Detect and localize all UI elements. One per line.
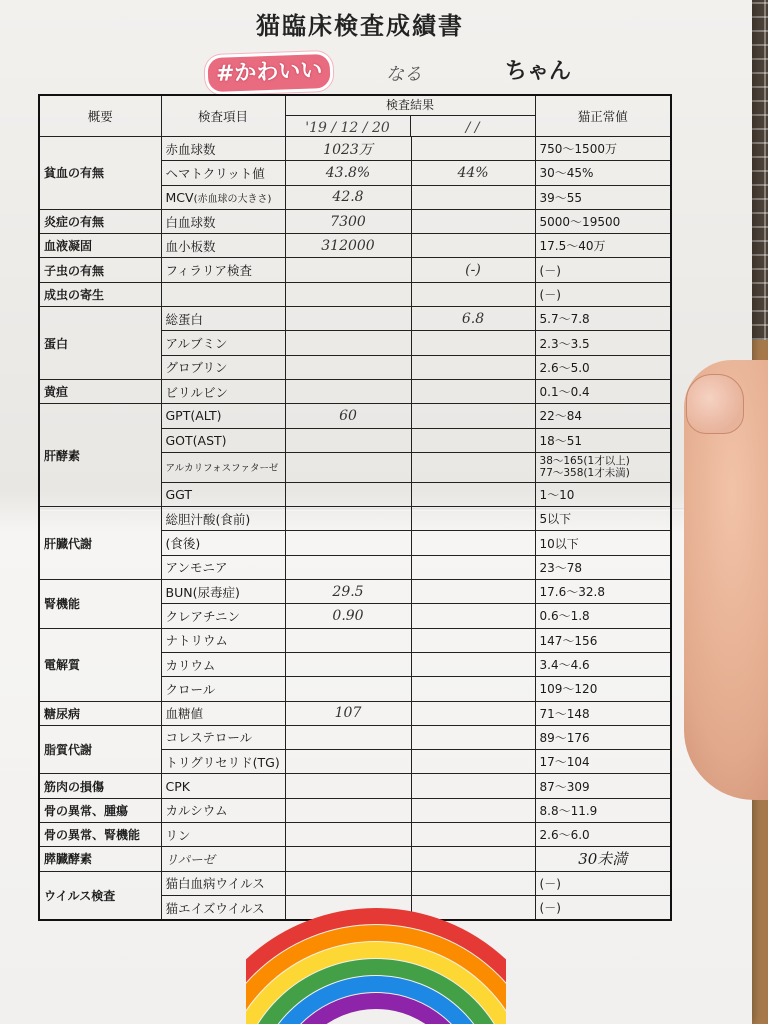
item-cell (161, 555, 285, 579)
item-cell (161, 580, 285, 604)
reference-cell: (－) (535, 871, 671, 895)
item-label: 猫エイズウイルス (165, 900, 265, 916)
item-label: フィラリア検査 (165, 263, 253, 279)
table-row (39, 725, 671, 749)
reference-cell: (－) (535, 258, 671, 282)
result-cell-1 (285, 871, 411, 895)
reference-cell: 3.4～4.6 (535, 652, 671, 676)
item-label: アルブミン (165, 336, 228, 352)
result-cell-1 (285, 774, 411, 798)
result-cell-1 (285, 725, 411, 749)
item-label: カルシウム (165, 803, 228, 819)
result-cell-1: 42.8 (285, 185, 411, 209)
result-cell-2 (411, 701, 535, 725)
report-title: 猫臨床検査成績書 (256, 11, 464, 40)
result-cell-2 (411, 428, 535, 452)
result-cell-1 (285, 823, 411, 847)
category-cell: 膵臓酵素 (39, 847, 161, 871)
header-reference: 猫正常値 (535, 95, 671, 137)
item-label: MCV (165, 189, 194, 205)
result-cell-2 (411, 677, 535, 701)
reference-cell: 5.7～7.8 (535, 307, 671, 331)
result-cell-1 (285, 258, 411, 282)
reference-cell: 30未満 (535, 847, 671, 871)
category-cell: 筋肉の損傷 (39, 774, 161, 798)
result-cell-2: 6.8 (411, 307, 535, 331)
reference-line: 38～165(1才以上) (539, 455, 630, 468)
item-label: ヘマトクリット値 (165, 165, 265, 181)
reference-cell: 5以下 (535, 507, 671, 531)
item-label: 総蛋白 (165, 311, 204, 327)
reference-cell: 17.5～40万 (535, 234, 671, 258)
table-row (39, 209, 671, 233)
result-cell-1 (285, 531, 411, 555)
category-cell: 子虫の有無 (39, 258, 161, 282)
reference-cell: 30～45% (535, 161, 671, 185)
header-item: 検査項目 (161, 95, 285, 137)
reference-cell: 22～84 (535, 404, 671, 428)
table-row (39, 307, 671, 331)
item-label: クロール (165, 681, 216, 697)
rainbow-arcs (246, 916, 506, 1024)
item-label: リパーゼ (165, 851, 215, 867)
item-cell (161, 847, 285, 871)
result-cell-2 (411, 823, 535, 847)
item-cell (161, 628, 285, 652)
reference-cell: 71～148 (535, 701, 671, 725)
table-row (39, 701, 671, 725)
item-label: アンモニア (165, 560, 228, 576)
reference-cell: 147～156 (535, 628, 671, 652)
result-cell-2 (411, 725, 535, 749)
item-label: 血糖値 (165, 706, 204, 722)
result-cell-1 (285, 355, 411, 379)
item-label: GPT(ALT) (165, 408, 222, 424)
table-row (39, 404, 671, 428)
item-label: 赤血球数 (165, 141, 216, 157)
result-cell-1: 107 (285, 701, 411, 725)
item-label: アルカリフォスファターゼ (165, 463, 279, 475)
table-body (39, 137, 671, 921)
item-label: ナトリウム (165, 633, 228, 649)
result-cell-2 (411, 652, 535, 676)
reference-cell: 750～1500万 (535, 137, 671, 161)
results-table (38, 94, 672, 921)
item-cell (161, 307, 285, 331)
item-cell (161, 774, 285, 798)
result-cell-1: 312000 (285, 234, 411, 258)
reference-cell: 109～120 (535, 677, 671, 701)
item-cell (161, 604, 285, 628)
item-cell (161, 725, 285, 749)
header-date-2: / / (465, 120, 480, 136)
result-cell-2 (411, 628, 535, 652)
item-cell (161, 652, 285, 676)
item-label: BUN(尿毒症) (165, 584, 240, 600)
category-cell: 腎機能 (39, 580, 161, 629)
table-row (39, 258, 671, 282)
reference-cell: 0.6～1.8 (535, 604, 671, 628)
item-cell (161, 798, 285, 822)
reference-cell (535, 452, 671, 482)
item-label: トリグリセリド(TG) (165, 754, 280, 770)
item-cell (161, 258, 285, 282)
item-cell (161, 185, 285, 209)
item-cell (161, 482, 285, 506)
name-suffix: ちゃん (505, 59, 572, 84)
result-cell-2 (411, 847, 535, 871)
item-cell (161, 137, 285, 161)
category-cell: 電解質 (39, 628, 161, 701)
result-cell-1 (285, 482, 411, 506)
item-cell (161, 282, 285, 306)
result-cell-1: 7300 (285, 209, 411, 233)
result-cell-1: 0.90 (285, 604, 411, 628)
category-cell: 骨の異常、腎機能 (39, 823, 161, 847)
result-cell-2 (411, 331, 535, 355)
result-cell-1 (285, 652, 411, 676)
category-cell: ウイルス検査 (39, 871, 161, 920)
table-row (39, 379, 671, 403)
result-cell-1: 29.5 (285, 580, 411, 604)
item-label: コレステロール (165, 730, 253, 746)
category-cell: 蛋白 (39, 307, 161, 380)
reference-cell: 2.3～3.5 (535, 331, 671, 355)
result-cell-2 (411, 555, 535, 579)
result-cell-1 (285, 628, 411, 652)
result-cell-1 (285, 507, 411, 531)
table-row (39, 628, 671, 652)
result-cell-2 (411, 452, 535, 482)
item-cell (161, 823, 285, 847)
category-cell: 貧血の有無 (39, 137, 161, 210)
reference-cell: (－) (535, 895, 671, 920)
item-label: (食後) (165, 536, 201, 552)
result-cell-1 (285, 379, 411, 403)
item-cell (161, 701, 285, 725)
result-cell-1: 60 (285, 404, 411, 428)
category-cell: 糖尿病 (39, 701, 161, 725)
item-label: 猫白血病ウイルス (165, 876, 265, 892)
reference-line: 77～358(1才未満) (539, 467, 630, 480)
table-header-row (39, 95, 671, 137)
table-row (39, 847, 671, 871)
item-label: GGT (165, 487, 193, 502)
item-cell (161, 507, 285, 531)
category-cell: 脂質代謝 (39, 725, 161, 774)
result-cell-1 (285, 331, 411, 355)
table-row (39, 507, 671, 531)
reference-cell: 17～104 (535, 750, 671, 774)
result-cell-1 (285, 282, 411, 306)
reference-cell: 23～78 (535, 555, 671, 579)
reference-cell: 87～309 (535, 774, 671, 798)
item-cell (161, 531, 285, 555)
result-cell-1 (285, 847, 411, 871)
result-cell-2 (411, 531, 535, 555)
category-cell: 血液凝固 (39, 234, 161, 258)
result-cell-2 (411, 798, 535, 822)
result-cell-2 (411, 750, 535, 774)
category-cell: 炎症の有無 (39, 209, 161, 233)
result-cell-1 (285, 307, 411, 331)
result-cell-2 (411, 774, 535, 798)
item-label: CPK (165, 778, 190, 794)
item-label: 血小板数 (165, 238, 216, 254)
table-row (39, 282, 671, 306)
table-row (39, 580, 671, 604)
result-cell-1: 1023万 (285, 137, 411, 161)
result-cell-2 (411, 580, 535, 604)
result-cell-2 (411, 379, 535, 403)
item-label: リン (165, 827, 191, 843)
item-cell (161, 677, 285, 701)
rainbow-sticker (246, 898, 506, 1024)
result-cell-2 (411, 482, 535, 506)
item-label: カリウム (165, 657, 216, 673)
pet-name-handwritten: なる (386, 64, 422, 85)
item-note: (赤血球の大きさ) (193, 193, 272, 205)
reference-cell: 10以下 (535, 531, 671, 555)
item-cell (161, 234, 285, 258)
result-cell-1 (285, 555, 411, 579)
result-cell-2 (411, 234, 535, 258)
category-cell: 肝臓代謝 (39, 507, 161, 580)
table-row (39, 234, 671, 258)
reference-cell: 8.8～11.9 (535, 798, 671, 822)
reference-cell: 1～10 (535, 482, 671, 506)
category-cell: 肝酵素 (39, 404, 161, 507)
category-cell: 骨の異常、腫瘍 (39, 798, 161, 822)
result-cell-1: 43.8% (285, 161, 411, 185)
table-row (39, 823, 671, 847)
result-cell-1 (285, 798, 411, 822)
reference-cell: 2.6～5.0 (535, 355, 671, 379)
item-cell (161, 750, 285, 774)
item-label: 総胆汁酸(食前) (165, 511, 251, 527)
table-row (39, 774, 671, 798)
table-row (39, 871, 671, 895)
result-cell-2 (411, 871, 535, 895)
result-cell-2 (411, 185, 535, 209)
category-cell: 黄疸 (39, 379, 161, 403)
item-label: グロブリン (165, 360, 228, 376)
item-label: クレアチニン (165, 608, 241, 624)
category-cell: 成虫の寄生 (39, 282, 161, 306)
item-cell (161, 331, 285, 355)
item-label: ビリルビン (165, 384, 229, 400)
header-category: 概要 (39, 95, 161, 137)
item-cell (161, 355, 285, 379)
reference-cell: 18～51 (535, 428, 671, 452)
result-cell-2: 44% (411, 161, 535, 185)
reference-cell: 39～55 (535, 185, 671, 209)
table-row (39, 798, 671, 822)
reference-cell: 17.6～32.8 (535, 580, 671, 604)
header-date-1: '19 / 12 / 20 (286, 116, 411, 136)
result-cell-1 (285, 428, 411, 452)
item-cell (161, 161, 285, 185)
table-row (39, 137, 671, 161)
item-cell (161, 452, 285, 482)
result-cell-2 (411, 404, 535, 428)
header-results (285, 95, 535, 137)
result-cell-2 (411, 507, 535, 531)
item-cell (161, 404, 285, 428)
item-cell (161, 379, 285, 403)
result-cell-2 (411, 209, 535, 233)
item-cell (161, 209, 285, 233)
reference-cell: 5000～19500 (535, 209, 671, 233)
result-cell-1 (285, 677, 411, 701)
result-cell-2 (411, 355, 535, 379)
result-cell-2 (411, 604, 535, 628)
item-label: GOT(AST) (165, 432, 227, 448)
result-cell-1 (285, 452, 411, 482)
thumb (686, 374, 744, 434)
header-results-title: 検査結果 (286, 96, 535, 116)
result-cell-2: (-) (411, 258, 535, 282)
item-cell (161, 428, 285, 452)
result-cell-2 (411, 137, 535, 161)
reference-cell: 2.6～6.0 (535, 823, 671, 847)
reference-cell: 0.1～0.4 (535, 379, 671, 403)
result-cell-1 (285, 750, 411, 774)
item-cell (161, 871, 285, 895)
item-label: 白血球数 (165, 214, 216, 230)
reference-cell: (－) (535, 282, 671, 306)
kawaii-sticker: #かわいい (207, 54, 331, 92)
result-cell-2 (411, 282, 535, 306)
reference-cell: 89～176 (535, 725, 671, 749)
